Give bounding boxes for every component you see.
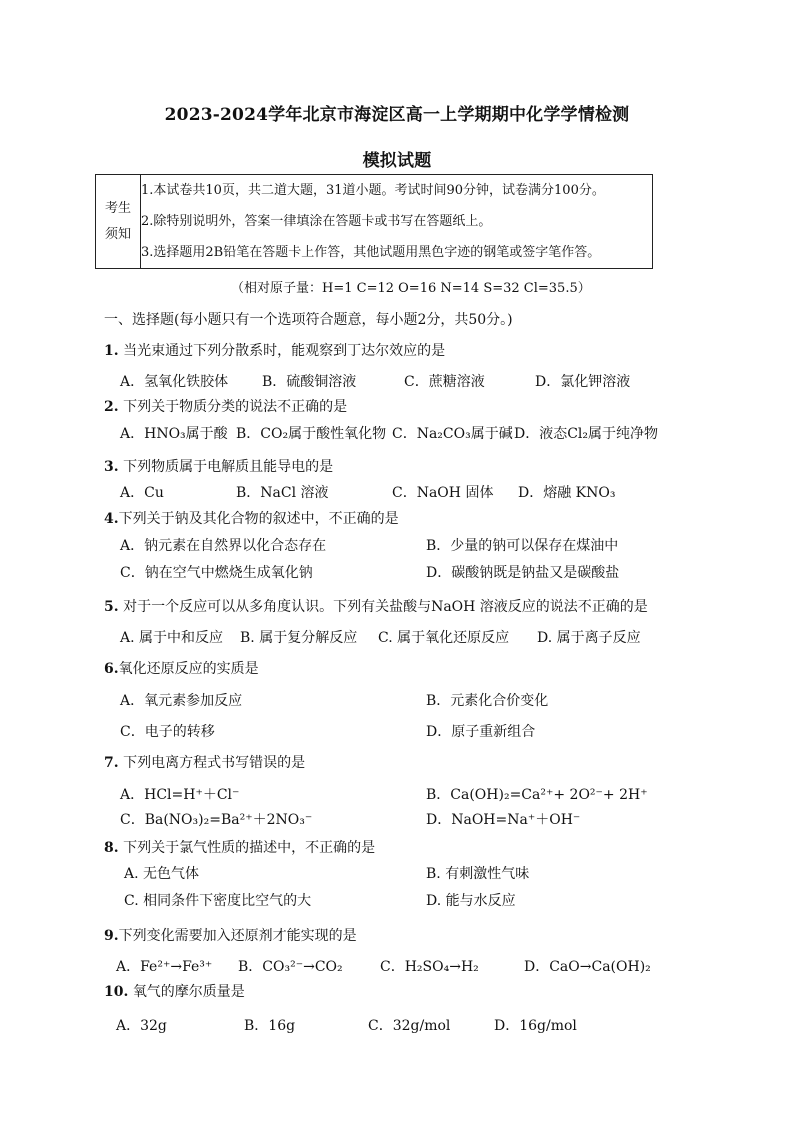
question-number: 2. <box>104 399 119 415</box>
q4-option-b[interactable]: B．少量的钠可以保存在煤油中 <box>426 538 619 554</box>
q8-option-d[interactable]: D. 能与水反应 <box>426 893 516 909</box>
question-number: 3. <box>104 459 119 475</box>
q3-option-d[interactable]: D．熔融 KNO₃ <box>518 485 616 501</box>
q6-option-a[interactable]: A．氧元素参加反应 <box>120 693 243 709</box>
q7-option-b[interactable]: B．Ca(OH)₂=Ca²⁺+ 2O²⁻+ 2H⁺ <box>426 787 648 803</box>
question-number: 4. <box>104 511 119 527</box>
q7-option-a[interactable]: A．HCl=H⁺＋Cl⁻ <box>120 787 240 803</box>
notice-body <box>141 175 653 269</box>
question-stem: 当光束通过下列分散系时，能观察到丁达尔效应的是 <box>123 343 446 359</box>
q1-option-d[interactable]: D．氯化钾溶液 <box>535 374 631 390</box>
question-7 <box>104 752 305 772</box>
notice-header-line1: 考生 <box>104 200 131 216</box>
notice-item-1: 1.本试卷共10页，共二道大题，31道小题。考试时间90分钟，试卷满分100分。 <box>141 183 605 198</box>
q8-option-a[interactable]: A. 无色气体 <box>124 866 200 882</box>
q7-option-d[interactable]: D．NaOH=Na⁺＋OH⁻ <box>426 812 581 828</box>
question-5 <box>104 596 648 616</box>
q7-option-c[interactable]: C．Ba(NO₃)₂=Ba²⁺＋2NO₃⁻ <box>120 812 313 828</box>
question-4 <box>104 508 399 528</box>
q10-option-c[interactable]: C．32g/mol <box>368 1018 451 1034</box>
question-3 <box>104 456 333 476</box>
exam-title: 2023-2024学年北京市海淀区高一上学期期中化学学情检测 <box>164 105 630 125</box>
notice-header <box>96 175 141 269</box>
atomic-masses: （相对原子量：H=1 C=12 O=16 N=14 S=32 Cl=35.5） <box>231 281 591 296</box>
q2-option-b[interactable]: B．CO₂属于酸性氧化物 <box>236 426 387 442</box>
q8-option-b[interactable]: B. 有刺激性气味 <box>426 866 530 882</box>
q1-option-a[interactable]: A．氢氧化铁胶体 <box>120 374 229 390</box>
q5-option-c[interactable]: C. 属于氧化还原反应 <box>378 630 510 646</box>
question-stem: 下列变化需要加入还原剂才能实现的是 <box>118 928 357 944</box>
notice-item-3: 3.选择题用2B铅笔在答题卡上作答，其他试题用黑色字迹的钢笔或签字笔作答。 <box>141 245 601 260</box>
q10-option-d[interactable]: D．16g/mol <box>494 1018 577 1034</box>
question-8 <box>104 837 375 857</box>
question-stem: 下列物质属于电解质且能导电的是 <box>123 459 334 475</box>
question-stem: 下列电离方程式书写错误的是 <box>123 755 306 771</box>
q5-option-b[interactable]: B. 属于复分解反应 <box>240 630 358 646</box>
q10-option-a[interactable]: A．32g <box>116 1018 167 1034</box>
question-stem: 氧气的摩尔质量是 <box>132 984 245 1000</box>
question-number: 1. <box>104 343 119 359</box>
question-10 <box>104 981 245 1001</box>
question-9 <box>104 925 357 945</box>
q6-option-b[interactable]: B．元素化合价变化 <box>426 693 549 709</box>
question-stem: 下列关于钠及其化合物的叙述中，不正确的是 <box>118 511 399 527</box>
q8-option-c[interactable]: C. 相同条件下密度比空气的大 <box>124 893 312 909</box>
q2-option-d[interactable]: D．液态Cl₂属于纯净物 <box>514 426 659 442</box>
question-number: 10. <box>104 984 129 1000</box>
notice-table <box>95 174 653 269</box>
question-number: 8. <box>104 840 119 856</box>
question-number: 5. <box>104 599 119 615</box>
question-number: 7. <box>104 755 119 771</box>
q9-option-a[interactable]: A．Fe²⁺→Fe³⁺ <box>116 959 213 975</box>
question-stem: 下列关于物质分类的说法不正确的是 <box>123 399 348 415</box>
q9-option-c[interactable]: C．H₂SO₄→H₂ <box>380 959 479 975</box>
q5-option-d[interactable]: D. 属于离子反应 <box>537 630 641 646</box>
notice-header-line2: 须知 <box>104 226 131 242</box>
q9-option-b[interactable]: B．CO₃²⁻→CO₂ <box>238 959 343 975</box>
question-2 <box>104 396 347 416</box>
question-stem: 氧化还原反应的实质是 <box>118 661 259 677</box>
exam-subtitle: 模拟试题 <box>362 151 432 171</box>
q4-option-c[interactable]: C．钠在空气中燃烧生成氧化钠 <box>120 565 313 581</box>
q9-option-d[interactable]: D．CaO→Ca(OH)₂ <box>524 959 651 975</box>
q10-option-b[interactable]: B．16g <box>244 1018 296 1034</box>
question-1 <box>104 340 445 360</box>
q3-option-b[interactable]: B．NaCl 溶液 <box>236 485 329 501</box>
q2-option-a[interactable]: A．HNO₃属于酸 <box>120 426 228 442</box>
q6-option-c[interactable]: C．电子的转移 <box>120 724 215 740</box>
q5-option-a[interactable]: A. 属于中和反应 <box>120 630 224 646</box>
section-heading: 一、选择题(每小题只有一个选项符合题意，每小题2分，共50分。) <box>104 312 513 328</box>
question-number: 6. <box>104 661 119 677</box>
question-stem: 对于一个反应可以从多角度认识。下列有关盐酸与NaOH 溶液反应的说法不正确的是 <box>123 599 648 615</box>
q3-option-a[interactable]: A．Cu <box>120 485 164 501</box>
notice-item-2: 2.除特别说明外，答案一律填涂在答题卡或书写在答题纸上。 <box>141 214 492 229</box>
q1-option-b[interactable]: B．硫酸铜溶液 <box>262 374 357 390</box>
question-number: 9. <box>104 928 119 944</box>
q1-option-c[interactable]: C．蔗糖溶液 <box>404 374 485 390</box>
q4-option-a[interactable]: A．钠元素在自然界以化合态存在 <box>120 538 327 554</box>
question-6 <box>104 658 259 678</box>
question-stem: 下列关于氯气性质的描述中，不正确的是 <box>123 840 376 856</box>
q3-option-c[interactable]: C．NaOH 固体 <box>392 485 494 501</box>
q6-option-d[interactable]: D．原子重新组合 <box>426 724 536 740</box>
q4-option-d[interactable]: D．碳酸钠既是钠盐又是碳酸盐 <box>426 565 620 581</box>
q2-option-c[interactable]: C．Na₂CO₃属于碱 <box>392 426 513 442</box>
